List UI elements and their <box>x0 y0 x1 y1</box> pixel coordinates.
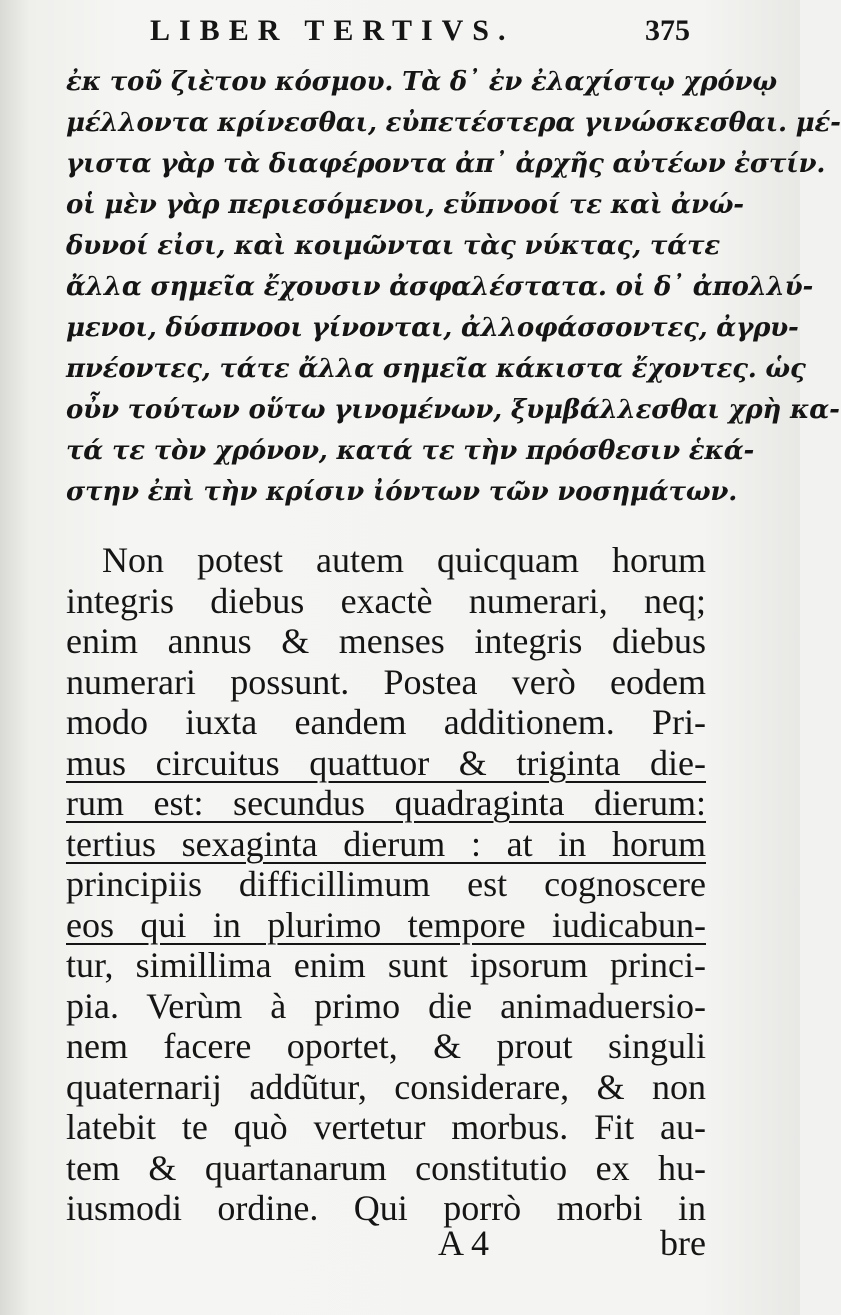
greek-line: τά τε τὸν χρόνον, κατά τε τὴν πρόσθεσιν ἑκά- <box>66 436 755 466</box>
latin-line: enim annus & menses integris diebus <box>66 621 706 661</box>
greek-line: μέλλοντα κρίνεσθαι, εὐπετέστερα γινώσκεσθαι. μέ- <box>66 108 841 138</box>
latin-line: principiis difficillimum est cognoscere <box>66 864 706 904</box>
latin-line: Non potest autem quicquam horum <box>102 540 706 580</box>
latin-line-underlined: tertius sexaginta dierum : at in horum <box>66 823 706 864</box>
greek-line: ἐκ τοῦ ζιὲτου κόσμου. Τὰ δ᾽ ἐν ἐλαχίστῳ χρόνῳ <box>66 67 777 97</box>
latin-line-underlined: rum est: secundus quadraginta dierum: <box>66 783 706 823</box>
greek-line: γιστα γὰρ τὰ διαφέροντα ἀπ᾽ ἀρχῆς αὐτέων ἐστίν. <box>66 149 826 179</box>
latin-line: integris diebus exactè numerari, neq; <box>66 580 706 621</box>
greek-line: πνέοντες, τάτε ἄλλα σημεῖα κάκιστα ἔχοντες. ὡς <box>66 354 806 384</box>
greek-passage <box>66 62 841 513</box>
page-number: 375 <box>645 14 690 47</box>
latin-line: pia. Verùm à primo die animaduersio- <box>66 985 706 1026</box>
latin-line: modo iuxta eandem additionem. Pri- <box>66 702 706 742</box>
greek-line: στην ἐπὶ τὴν κρίσιν ἰόντων τῶν νοσημάτων. <box>66 477 738 507</box>
latin-line: tur, simillima enim sunt ipsorum princi- <box>66 945 706 985</box>
latin-line-underlined: mus circuitus quattuor & triginta die- <box>66 742 706 783</box>
greek-line: μενοι, δύσπνοοι γίνονται, ἀλλοφάσσοντες, ἀγρυ- <box>66 313 799 343</box>
running-head <box>150 14 690 54</box>
latin-line: latebit te quò vertetur morbus. Fit au- <box>66 1107 706 1147</box>
greek-line: ἄλλα σημεῖα ἔχουσιν ἀσφαλέστατα. οἱ δ᾽ ἀπολλύ- <box>66 272 814 302</box>
latin-passage <box>66 540 706 1229</box>
latin-line: tem & quartanarum constitutio ex hu- <box>66 1147 706 1188</box>
page-footer <box>66 1222 706 1272</box>
signature-mark: A 4 <box>438 1223 490 1263</box>
latin-line: numerari possunt. Postea verò eodem <box>66 661 706 702</box>
latin-line: iusmodi ordine. Qui porrò morbi in <box>66 1188 706 1228</box>
greek-line: δυνοί εἰσι, καὶ κοιμῶνται τὰς νύκτας, τάτε <box>66 231 720 261</box>
catchword: bre <box>660 1223 706 1263</box>
running-head-title: LIBER TERTIVS. <box>150 14 515 47</box>
latin-line-underlined: eos qui in plurimo tempore iudicabun- <box>66 904 706 945</box>
latin-line: quaternarij addũtur, considerare, & non <box>66 1066 706 1107</box>
latin-line: nem facere oportet, & prout singuli <box>66 1026 706 1066</box>
greek-line: οἱ μὲν γὰρ περιεσόμενοι, εὔπνοοί τε καὶ ἀνώ- <box>66 190 744 220</box>
greek-line: οὖν τούτων οὕτω γινομένων, ξυμβάλλεσθαι χρὴ κα- <box>66 395 840 425</box>
